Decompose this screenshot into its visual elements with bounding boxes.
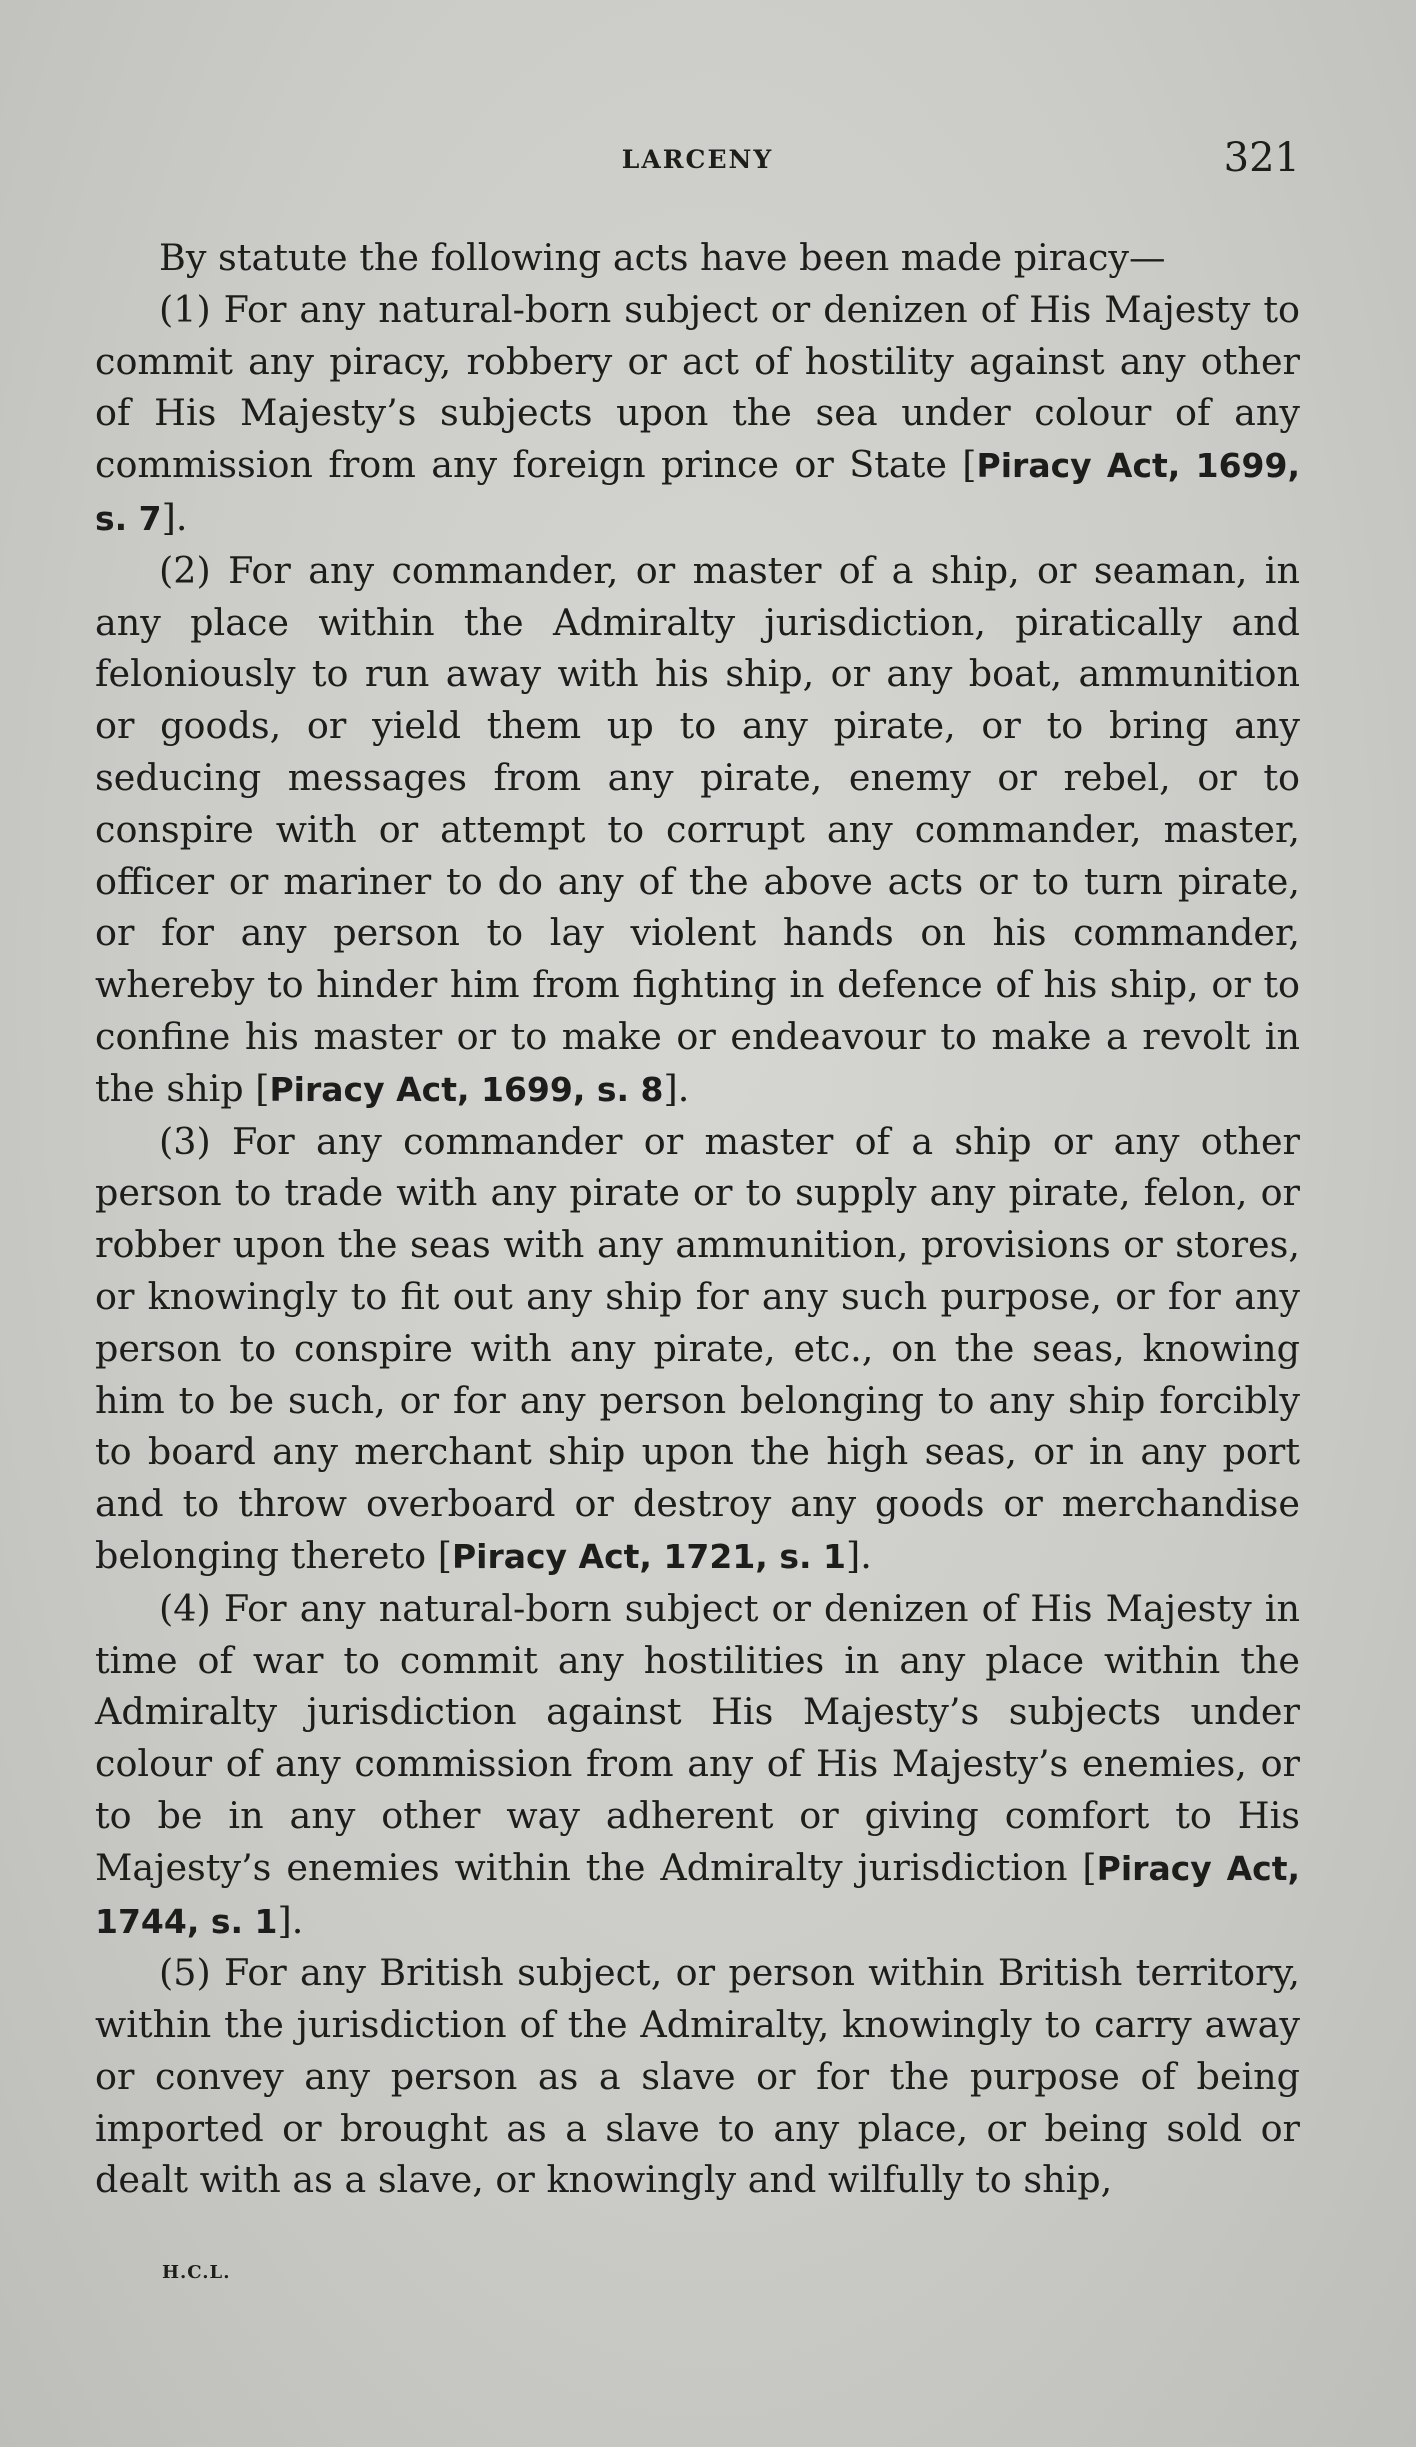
paragraph xyxy=(95,1947,1300,2206)
statute-citation: Piracy Act, 1721, s. 1 xyxy=(451,1536,846,1576)
paragraph xyxy=(95,545,1300,1116)
paragraph xyxy=(95,232,1300,284)
paragraph-text: By statute the following acts have been made piracy— xyxy=(159,236,1166,279)
paragraph xyxy=(95,1116,1300,1583)
paragraph xyxy=(95,1583,1300,1948)
paragraph-text: ]. xyxy=(845,1533,872,1577)
paragraph-text: (3) For any commander or master of a ship or any other person to trade with any pirate or to supply any pirate, felon, or robber upon the seas with any ammunition, provisions or stores, or knowingly to fit out any ship for any such purpose, or for any person to conspire with any pirate, etc., on the seas, knowing him to be such, or for any person belonging to any ship forcibly to board any merchant ship upon the high seas, or in any port and to throw overboard or destroy any goods or merchandise belonging thereto [ xyxy=(95,1119,1300,1577)
statute-citation: Piracy Act, 1699, s. 8 xyxy=(269,1069,664,1109)
paragraph-text: (4) For any natural-born subject or denizen of His Majesty in time of war to commit any hostilities in any place within the Admiralty jurisdiction against His Majesty’s subjects under colour of any commission from any of His Majesty’s enemies, or to be in any other way adherent or giving comfort to His Majesty’s enemies within the Admiralty jurisdiction [ xyxy=(95,1586,1300,1889)
paragraph-text: (5) For any British subject, or person within British territory, within the jurisdiction of the Admiralty, knowingly to carry away or convey any person as a slave or for the purpose of being imported or brought as a slave to any place, or being sold or dealt with as a slave, or knowingly and wilfully to ship, xyxy=(95,1951,1300,2202)
page-header xyxy=(95,135,1300,191)
paragraph-text: ]. xyxy=(663,1066,690,1110)
page-number: 321 xyxy=(1223,135,1300,181)
paragraph-text: (2) For any commander, or master of a ship, or seaman, in any place within the Admiralty jurisdiction, piratically and feloniously to run away with his ship, or any boat, ammunition or goods, or yield them up to any pirate, or to bring any seducing messages from any pirate, enemy or rebel, or to conspire with or attempt to corrupt any commander, master, officer or mariner to do any of the above acts or to turn pirate, or for any person to lay violent hands on his commander, whereby to hinder him from fighting in defence of his ship, or to confine his master or to make or endeavour to make a revolt in the ship [ xyxy=(95,548,1300,1110)
signature-mark: H.C.L. xyxy=(162,2262,231,2283)
statute-citation: Piracy Act, 1744, s. 1 xyxy=(95,1848,1300,1941)
paragraph xyxy=(95,284,1300,545)
paragraph-text: ]. xyxy=(161,495,188,539)
paragraph-text: (1) For any natural-born subject or denizen of His Majesty to commit any piracy, robbery or act of hostility against any other of His Majesty’s subjects upon the sea under colour of any commission from any foreign prince or State [ xyxy=(95,287,1300,487)
running-head: LARCENY xyxy=(621,145,774,174)
paragraph-text: ]. xyxy=(277,1898,304,1942)
body-text xyxy=(95,232,1300,2206)
statute-citation: Piracy Act, 1699, s. 7 xyxy=(95,446,1300,538)
